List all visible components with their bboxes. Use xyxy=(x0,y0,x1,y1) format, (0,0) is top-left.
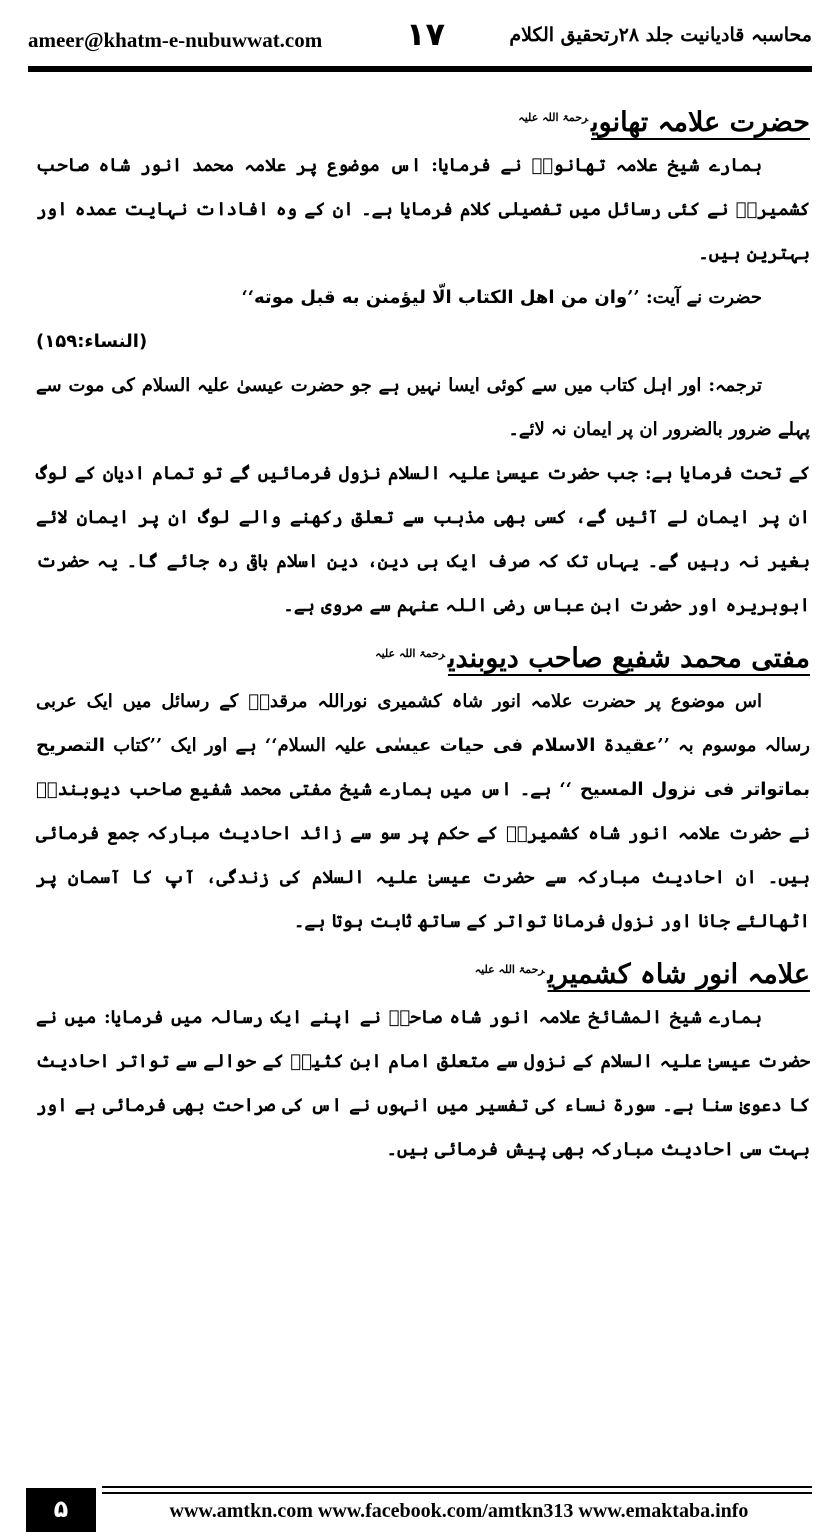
footer-links: www.amtkn.com www.facebook.com/amtkn313 www.emaktaba.info xyxy=(169,1500,749,1522)
section-heading-text: مفتی محمد شفیع صاحب دیوبندی xyxy=(447,643,810,674)
verse-close: ‘‘ xyxy=(241,287,255,308)
paragraph-text: ‘‘ ہے۔ اس میں ہمارے شیخ مفتی محمد شفیع صاحب دیوبندیؒ نے حضرت علامہ انور شاہ کشمیریؒ کے حکم پر سو سے زائد احادیث مبارکہ جمع فرمائی ہیں۔ ان احادیث مبارکہ سے حضرت عیسیٰ علیہ السلام کی زندگی، آپ کا آسمان پر اٹھالئے جانا اور نزول فرمانا تواتر کے ساتھ ثابت ہوتا ہے۔ xyxy=(36,779,810,932)
verse-intro: حضرت نے آیت: ’’ xyxy=(627,287,762,308)
paragraph-text: اس موضوع پر حضرت علامہ انور شاہ کشمیری نوراللہ مرقدہٗ کے رسائل میں ایک عربی رسالہ موسوم بہ ’’ xyxy=(36,691,810,756)
page-body xyxy=(36,92,810,1172)
book-title-aqidat: عقیدۃ الاسلام فی حیات عیسٰی xyxy=(375,735,658,756)
book-title-tasrih: التصریح بماتواتر فی نزول المسیح xyxy=(36,735,811,800)
honorific-mark: رحمۃ اللہ علیہ xyxy=(518,111,589,124)
quranic-verse: وان من اهل الکتاب الّا لیؤمنن به قبل موته xyxy=(254,287,628,308)
header-rule xyxy=(28,66,812,72)
page-header xyxy=(28,10,812,66)
honorific-mark: رحمۃ اللہ علیہ xyxy=(375,647,445,660)
header-page-number: ۱۷ xyxy=(406,15,446,53)
footer-rule xyxy=(102,1492,812,1494)
header-book-title: محاسبہ قادیانیت جلد ۲۸رتحقیق الکلام xyxy=(509,24,812,46)
verse-line xyxy=(36,276,810,320)
header-email: ameer@khatm-e-nubuwwat.com xyxy=(28,28,323,52)
section-heading-text: حضرت علامہ تھانوی xyxy=(591,107,810,138)
paragraph-text: علیہ السلام‘‘ ہے اور ایک ’’کتاب xyxy=(104,735,376,756)
paragraph: کے تحت فرمایا ہے: جب حضرت عیسیٰ علیہ السلام نزول فرمائیں گے تو تمام ادیان کے لوگ ان پر ایمان لے آئیں گے، کسی بھی مذہب سے تعلق رکھنے والے لوگ ان پر ایمان لائے بغیر نہ رہیں گے۔ یہاں تک کہ صرف ایک ہی دین، دین اسلام باقی رہ جائے گا۔ یہ حضرت ابوہریرہ اور حضرت ابن عباس رضی اللہ عنہم سے مروی ہے۔ xyxy=(36,463,810,616)
verse-reference: (النساء:۱۵۹) xyxy=(36,331,148,352)
section-heading-text: علامہ انور شاہ کشمیری xyxy=(547,959,810,990)
translation-paragraph: ترجمہ: اور اہل کتاب میں سے کوئی ایسا نہیں ہے جو حضرت عیسیٰ علیہ السلام کی موت سے پہلے ضرور بالضرور ان پر ایمان نہ لائے۔ xyxy=(36,375,810,440)
page-footer xyxy=(0,1484,840,1540)
footer-rule xyxy=(102,1486,812,1488)
section-heading-mufti-shafi xyxy=(36,628,810,680)
section-heading-thanvi xyxy=(36,92,810,144)
paragraph: ہمارے شیخ المشائخ علامہ انور شاہ صاحبؒ نے اپنے ایک رسالہ میں فرمایا: میں نے حضرت عیسیٰ علیہ السلام کے نزول سے متعلق امام ابن کثیرؒ کے حوالے سے تواتر احادیث کا دعویٰ سنا ہے۔ سورۃ نساء کی تفسیر میں انہوں نے اس کی صراحت بھی فرمائی ہے اور بہت سی احادیث مبارکہ بھی پیش فرمائی ہیں۔ xyxy=(36,1007,810,1160)
footer-page-marker: ۵ xyxy=(26,1488,96,1532)
honorific-mark: رحمۃ اللہ علیہ xyxy=(474,963,545,976)
paragraph: ہمارے شیخ علامہ تھانویؒ نے فرمایا: اس موضوع پر علامہ محمد انور شاہ صاحب کشمیریؒ نے کئی رسائل میں تفصیلی کلام فرمایا ہے۔ ان کے وہ افادات نہایت عمدہ اور بہترین ہیں۔ xyxy=(36,155,810,264)
paragraph xyxy=(36,680,810,944)
section-heading-kashmiri xyxy=(36,944,810,996)
